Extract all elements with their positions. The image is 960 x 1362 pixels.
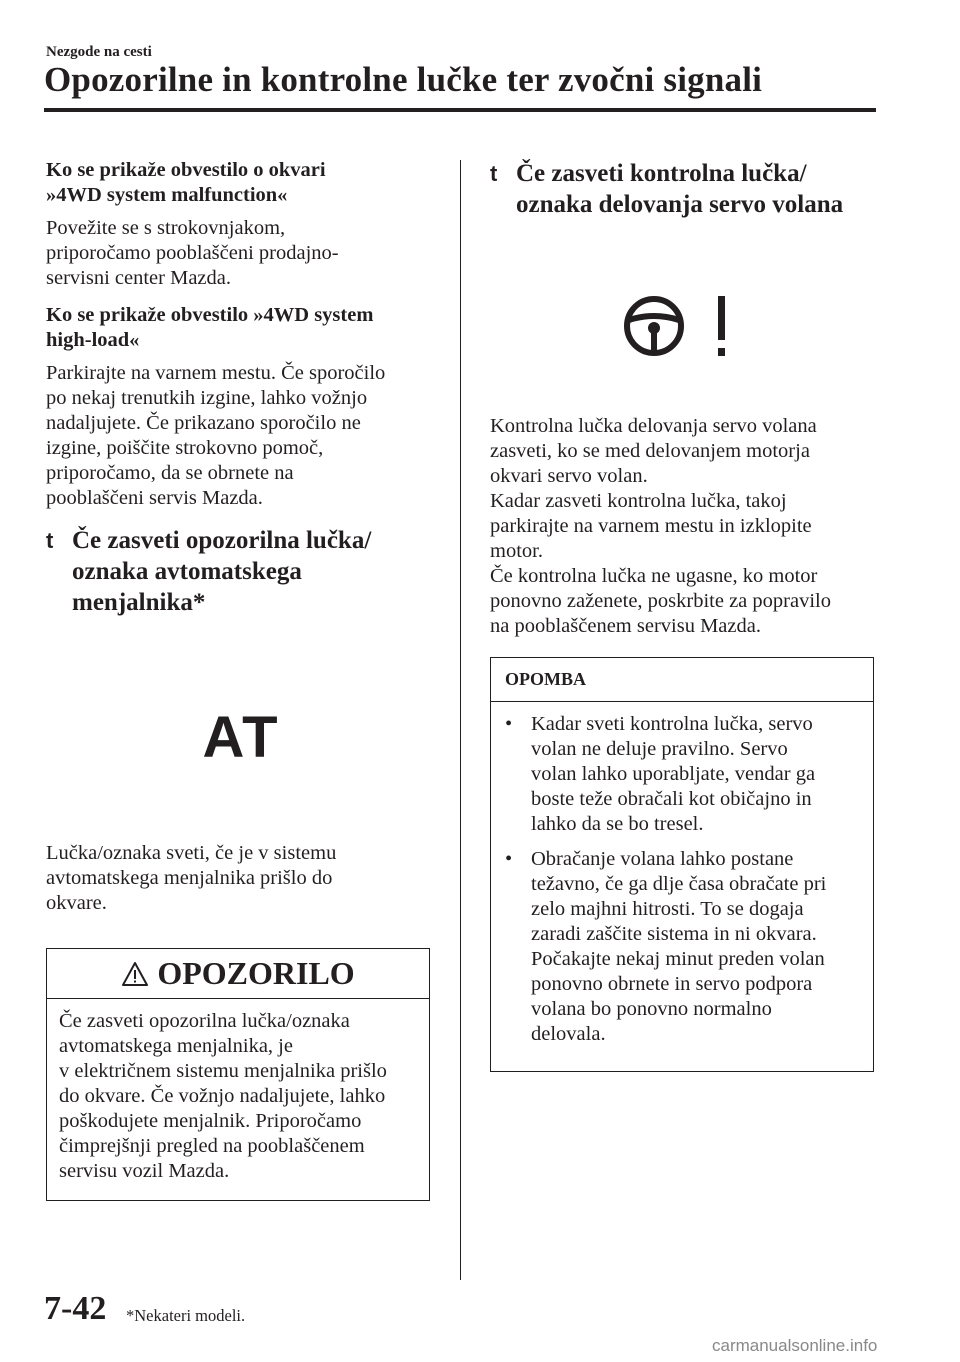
warning-header (47, 949, 429, 999)
section-marker: t (46, 528, 54, 553)
paragraph-4wd-malfunction: Povežite se s strokovnjakom, priporočamo pooblaščeni prodajno- servisni center Mazda. (46, 217, 339, 289)
note-header: OPOMBA (491, 658, 873, 702)
section-marker: t (490, 161, 498, 186)
at-warning-icon: AT (202, 705, 280, 770)
paragraph-4wd-high-load: Parkirajte na varnem mestu. Če sporočilo po nekaj trenutkih izgine, lahko vožnjo nadaljujete. Če prikazano sporočilo ne izgine, poiščite strokovno pomoč, priporočamo, da se obrnete na pooblaščeni servis Mazda. (46, 362, 386, 509)
right-column (490, 158, 880, 1072)
column-divider (460, 160, 461, 1280)
warning-triangle-icon (121, 961, 149, 987)
bullet-icon: • (505, 713, 513, 735)
paragraph-at-warning: Lučka/oznaka sveti, če je v sistemu avtomatskega menjalnika prišlo do okvare. (46, 842, 337, 914)
note-item: • Kadar sveti kontrolna lučka, servo volan ne deluje pravilno. Servo volan lahko uporabljate, vendar ga boste teže obračali kot običajno in lahko da se bo tresel. (505, 713, 816, 835)
paragraph-power-steering: Kontrolna lučka delovanja servo volana zasveti, ko se med delovanjem motorja okvari servo volan. Kadar zasveti kontrolna lučka, takoj parkirajte na varnem mestu in izklopite motor. Če kontrolna lučka ne ugasne, ko motor ponovno zaženete, poskrbite za popravilo na pooblaščenem servisu Mazda. (490, 415, 831, 637)
note-box (490, 657, 874, 1072)
page-title: Opozorilne in kontrolne lučke ter zvočni signali (44, 60, 763, 99)
subheading-4wd-malfunction: Ko se prikaže obvestilo o okvari »4WD system malfunction« (46, 159, 326, 206)
power-steering-warning-icon (620, 292, 750, 362)
warning-box (46, 948, 430, 1201)
left-column (46, 158, 436, 1201)
title-rule (44, 108, 876, 112)
page-number: 7-42 (44, 1290, 107, 1327)
footnote: *Nekateri modeli. (126, 1306, 246, 1325)
note-item: • Obračanje volana lahko postane težavno, če ga dlje časa obračate pri zelo majhni hitrosti. To se dogaja zaradi zaščite sistema in ni okvara. Počakajte nekaj minut preden volan ponovno obrnete in servo podpora volana bo ponovno normalno delovala. (505, 848, 827, 1045)
warning-body: Če zasveti opozorilna lučka/oznaka avtomatskega menjalnika, je v električnem sistemu menjalnika prišlo do okvare. Če vožnjo nadaljujete, lahko poškodujete menjalnik. Priporočamo čimprejšnji pregled na pooblaščenem servisu vozil Mazda. (59, 1010, 387, 1182)
page-header-section: Nezgode na cesti (46, 44, 152, 60)
subheading-4wd-high-load: Ko se prikaže obvestilo »4WD system high-load« (46, 304, 374, 351)
warning-title: OPOZORILO (157, 955, 355, 991)
note-body (491, 702, 873, 1071)
section-heading-at-warning: t Če zasveti opozorilna lučka/ oznaka avtomatskega menjalnika* (46, 527, 372, 616)
watermark: carmanualsonline.info (712, 1336, 878, 1355)
bullet-icon: • (505, 848, 513, 870)
section-heading-power-steering: t Če zasveti kontrolna lučka/ oznaka delovanja servo volana (490, 160, 844, 218)
